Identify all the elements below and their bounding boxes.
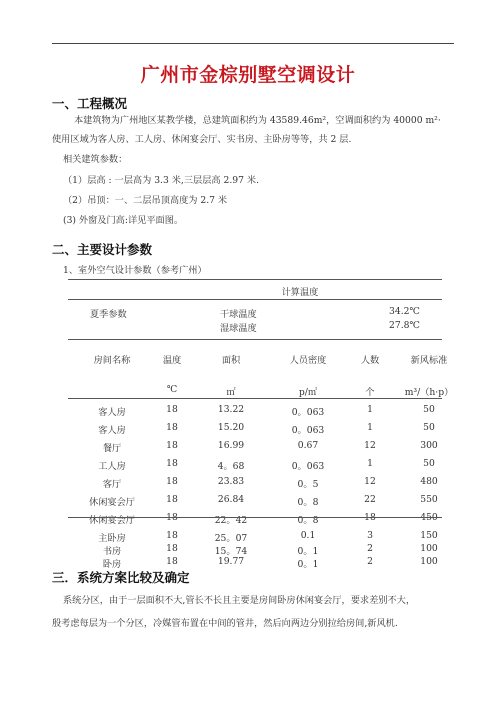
table-cell: 22。42 xyxy=(214,515,248,526)
table-cell: 0。1 xyxy=(297,546,319,557)
table-cell: 0.1 xyxy=(300,530,316,541)
unit-label: p/㎡ xyxy=(298,387,318,398)
section-heading-overview: 一、工程概况 xyxy=(52,96,128,111)
table-cell: 卧房 xyxy=(102,559,122,570)
wet-bulb-value: 27.8℃ xyxy=(389,320,420,331)
table-cell: 主卧房 xyxy=(98,533,126,544)
table-cell: 18 xyxy=(166,422,178,433)
table-cell: 550 xyxy=(420,494,438,505)
section-heading-system-plan: 三．系统方案比较及确定 xyxy=(52,570,190,585)
system-plan-line1: 系统分区，由于一层面积不大,管长不长且主要是房间卧房休闲宴会厅，要求差别不大， xyxy=(63,595,416,606)
table-cell: 0。5 xyxy=(297,479,319,490)
building-params-label: 相关建筑参数： xyxy=(63,154,128,165)
table-cell: 客人房 xyxy=(98,407,126,418)
param-item-2: （2）吊顶：一、二层吊顶高度为 2.7 米 xyxy=(63,195,228,206)
table-cell: 450 xyxy=(420,512,438,523)
column-header: 人员密度 xyxy=(289,355,327,366)
outdoor-params-caption: 1、室外空气设计参数（参考广州） xyxy=(63,265,207,276)
table-cell: 13.22 xyxy=(217,404,245,415)
table-cell: 50 xyxy=(423,404,435,415)
column-header: 面积 xyxy=(221,355,241,366)
table-cell: 18 xyxy=(166,476,178,487)
table-cell: 3 xyxy=(367,530,373,541)
table-cell: 0.67 xyxy=(297,440,319,451)
table-cell: 150 xyxy=(420,530,438,541)
summer-params-label: 夏季参数 xyxy=(90,309,127,320)
table-cell: 0。1 xyxy=(297,559,319,570)
column-header: 新风标准 xyxy=(410,355,448,366)
table-cell: 书房 xyxy=(102,546,122,557)
table-cell: 22 xyxy=(364,494,376,505)
table-cell: 15。74 xyxy=(214,546,248,557)
table-cell: 4。68 xyxy=(217,461,245,472)
column-header: 房间名称 xyxy=(93,355,131,366)
table-cell: 26.84 xyxy=(217,494,245,505)
table-cell: 0。063 xyxy=(291,407,325,418)
table-cell: 2 xyxy=(367,556,373,567)
table-cell: 23.83 xyxy=(217,476,245,487)
header-rule xyxy=(52,43,454,44)
overview-paragraph-line1: 本建筑物为广州地区某教学楼，总建筑面积约为 43589.46m²，空调面积约为 40000 m²· xyxy=(74,115,441,126)
table-cell: 18 xyxy=(166,458,178,469)
table-cell: 0。063 xyxy=(291,425,325,436)
table-cell: 12 xyxy=(364,476,376,487)
column-header: 温度 xyxy=(162,355,182,366)
table-cell: 18 xyxy=(166,543,178,554)
table-cell: 休闲宴会厅 xyxy=(89,515,135,526)
table-cell: 18 xyxy=(166,404,178,415)
table-cell: 2 xyxy=(367,543,373,554)
calc-temp-header: 计算温度 xyxy=(281,287,319,298)
table-cell: 0。063 xyxy=(291,461,325,472)
table-cell: 休闲宴会厅 xyxy=(89,497,135,508)
table-cell: 18 xyxy=(364,512,376,523)
table-cell: 18 xyxy=(166,556,178,567)
table-rule xyxy=(68,299,442,300)
unit-label: ℃ xyxy=(166,384,178,395)
table-cell: 餐厅 xyxy=(102,443,122,454)
table-cell: 19.77 xyxy=(217,556,245,567)
dry-bulb-value: 34.2℃ xyxy=(389,306,420,317)
system-plan-line2: 殷考虑每层为一个分区，冷媒管布置在中间的管井，然后向两边分别拉给房间,新风机. xyxy=(52,618,398,629)
table-cell: 15.20 xyxy=(217,422,245,433)
table-cell: 18 xyxy=(166,494,178,505)
unit-label: m³/（h·p） xyxy=(404,387,454,398)
unit-label: ㎡ xyxy=(226,387,236,398)
table-cell: 100 xyxy=(420,556,438,567)
table-cell: 25。07 xyxy=(214,533,248,544)
table-cell: 1 xyxy=(367,458,373,469)
table-cell: 50 xyxy=(423,422,435,433)
table-cell: 0。8 xyxy=(297,497,319,508)
table-cell: 18 xyxy=(166,512,178,523)
overview-paragraph-line2: 使用区域为客人房、工人房、休闲宴会厅、实书房、主卧房等等，共 2 层. xyxy=(52,134,352,145)
table-cell: 1 xyxy=(367,422,373,433)
table-cell: 18 xyxy=(166,530,178,541)
table-cell: 0。8 xyxy=(297,515,319,526)
column-header: 人数 xyxy=(360,355,380,366)
table-cell: 300 xyxy=(420,440,438,451)
table-rule xyxy=(68,279,442,280)
table-cell: 1 xyxy=(367,404,373,415)
table-cell: 100 xyxy=(420,543,438,554)
param-item-1: （1）层高 : 一层高为 3.3 米,三层层高 2.97 米. xyxy=(63,175,259,186)
table-rule xyxy=(68,517,442,518)
table-cell: 客厅 xyxy=(102,479,122,490)
table-cell: 480 xyxy=(420,476,438,487)
table-cell: 16.99 xyxy=(217,440,245,451)
wet-bulb-label: 湿球温度 xyxy=(220,323,257,334)
table-rule xyxy=(68,398,442,399)
page-title: 广州市金棕别墅空调设计 xyxy=(140,64,356,86)
table-rule xyxy=(68,339,442,340)
param-item-3: (3) 外窗及门高:详见平面图。 xyxy=(63,215,184,226)
table-cell: 12 xyxy=(364,440,376,451)
table-cell: 18 xyxy=(166,440,178,451)
table-cell: 工人房 xyxy=(98,461,126,472)
table-cell: 客人房 xyxy=(98,425,126,436)
table-cell: 50 xyxy=(423,458,435,469)
unit-label: 个 xyxy=(365,387,375,398)
section-heading-design-params: 二、主要设计参数 xyxy=(52,242,153,257)
dry-bulb-label: 干球温度 xyxy=(220,309,257,320)
